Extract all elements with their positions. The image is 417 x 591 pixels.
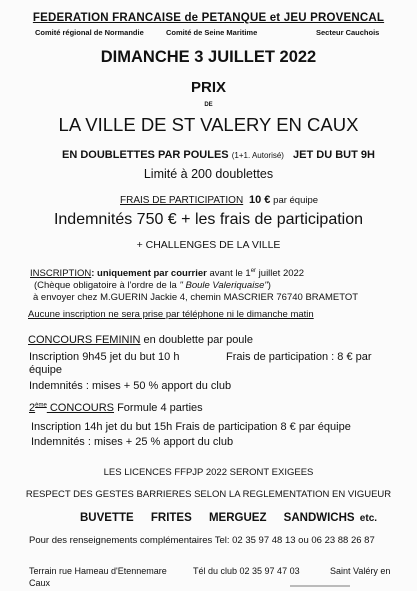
food-line <box>80 512 377 524</box>
format-text: EN DOUBLETTES PAR POULES <box>62 149 229 161</box>
footer-tel-club: Tél du club 02 35 97 47 03 <box>193 566 300 576</box>
feminin-subtitle: en doublette par poule <box>140 334 253 346</box>
second-subtitle: Formule 4 parties <box>114 402 203 414</box>
footer-caux: Caux <box>29 578 51 588</box>
food-buvette: BUVETTE <box>80 512 134 524</box>
frais-label: FRAIS DE PARTICIPATION <box>120 195 244 206</box>
event-date: DIMANCHE 3 JUILLET 2022 <box>100 48 317 66</box>
second-title: CONCOURS <box>46 402 115 414</box>
frais-unit: par équipe <box>273 195 319 206</box>
second-num: 2 <box>29 402 36 414</box>
envoi-line: à envoyer chez M.GUERIN Jackie 4, chemin MASCRIER 76740 BRAMETOT <box>33 292 359 303</box>
cheque-line <box>34 280 271 291</box>
de-label: DE <box>204 102 213 108</box>
feminin-frais: Frais de participation : 8 € par <box>226 351 372 363</box>
food-merguez: MERGUEZ <box>208 512 267 524</box>
inscription-label: INSCRIPTION <box>30 268 92 280</box>
inscription-mode: : uniquement par courrier <box>91 268 207 280</box>
format-line <box>62 149 375 161</box>
second-indemnites: Indemnités : mises + 25 % apport du club <box>31 436 234 448</box>
federation-title: FEDERATION FRANCAISE de PETANQUE et JEU PROVENCAL <box>32 12 385 24</box>
footer-saint-valery: Saint Valéry en <box>330 566 391 576</box>
inscription-date: juillet 2022 <box>256 268 305 280</box>
indemnites-line: Indemnités 750 € + les frais de participation <box>53 211 364 228</box>
jet-du-but: JET DU BUT 9H <box>293 149 375 161</box>
second-inscription: Inscription 14h jet du but 15h Frais de participation 8 € par équipe <box>31 421 351 433</box>
format-note: (1+1. Autorisé) <box>231 151 284 160</box>
feminin-title: CONCOURS FEMININ <box>28 334 141 346</box>
inscription-avant: avant le 1 <box>209 268 251 280</box>
food-frites: FRITES <box>150 512 192 524</box>
frais-line <box>120 194 318 206</box>
feminin-indemnites: Indemnités : mises + 50 % apport du club <box>29 380 232 392</box>
cheque-name: " Boule Valeriquaise" <box>179 280 268 291</box>
secteur-cauchois: Secteur Cauchois <box>316 28 380 37</box>
limite-line: Limité à 200 doublettes <box>143 167 274 181</box>
challenges-line: + CHALLENGES DE LA VILLE <box>136 239 281 251</box>
food-sandwichs: SANDWICHS <box>283 512 355 524</box>
second-sup: ème <box>35 402 47 409</box>
frais-value: 10 € <box>248 194 271 206</box>
ville-title: LA VILLE DE ST VALERY EN CAUX <box>58 114 359 135</box>
second-title-line <box>29 402 203 414</box>
comite-seine-maritime: Comité de Seine Maritime <box>166 28 258 37</box>
comite-regional: Comité régional de Normandie <box>35 28 144 37</box>
food-etc: etc. <box>359 513 378 524</box>
cheque-end: ) <box>267 280 271 291</box>
prix-title: PRIX <box>190 79 226 96</box>
licences-line: LES LICENCES FFPJP 2022 SERONT EXIGEES <box>103 467 314 478</box>
respect-line: RESPECT DES GESTES BARRIERES SELON LA REGLEMENTATION EN VIGUEUR <box>25 489 392 500</box>
feminin-equipe: équipe <box>29 364 63 376</box>
cheque-start: (Chèque obligatoire à l'ordre de la <box>34 280 180 291</box>
inscription-sup: er <box>250 268 257 274</box>
renseignements-line: Pour des renseignements complémentaires Tel: 02 35 97 48 13 ou 06 23 88 26 87 <box>29 535 375 546</box>
aucune-inscription: Aucune inscription ne sera prise par téléphone ni le dimanche matin <box>28 309 314 320</box>
footer-terrain: Terrain rue Hameau d'Etennemare <box>29 566 167 576</box>
footer-fade <box>290 585 350 587</box>
inscription-line <box>30 268 304 279</box>
feminin-inscription: Inscription 9h45 jet du but 10 h <box>29 351 180 363</box>
feminin-title-line <box>28 334 253 346</box>
